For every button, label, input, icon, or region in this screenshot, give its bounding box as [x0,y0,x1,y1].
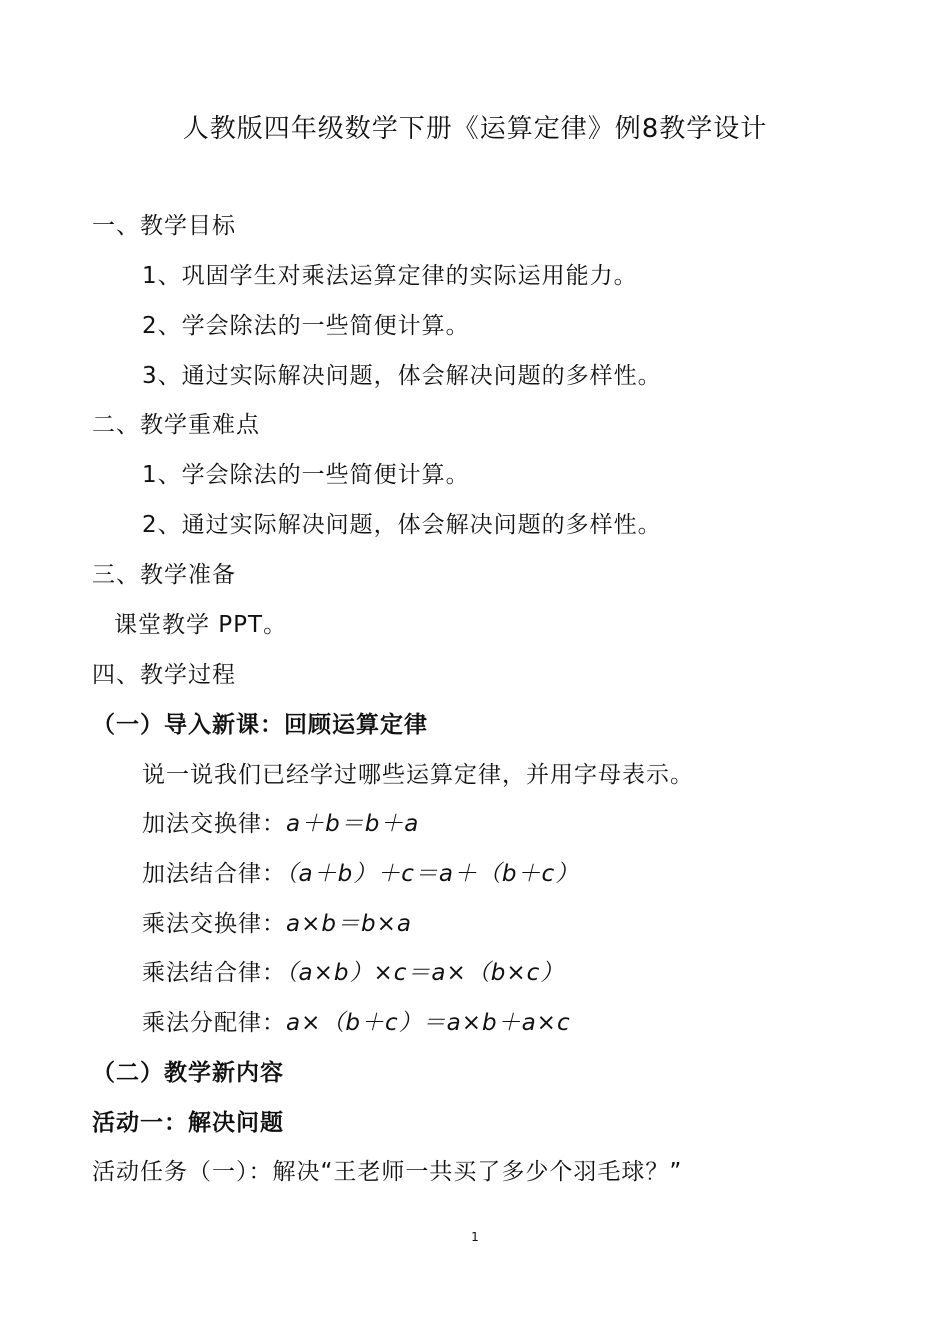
law-formula: （a×b）×c＝a×（b×c） [286,960,565,986]
law-additive-commutative [142,809,419,839]
key-point-item-2: 2、通过实际解决问题，体会解决问题的多样性。 [142,512,662,538]
law-formula: （a＋b）＋c＝a＋（b＋c） [286,861,580,887]
law-label: 乘法分配律： [142,1010,286,1036]
subsection-heading-intro: （一）导入新课：回顾运算定律 [92,712,428,738]
intro-prompt: 说一说我们已经学过哪些运算定律，并用字母表示。 [142,762,694,788]
subsection-heading-new-content: （二）教学新内容 [92,1060,284,1086]
section-heading-key-points: 二、教学重难点 [92,412,260,438]
law-formula: a×（b＋c）＝a×b＋a×c [286,1010,571,1036]
law-additive-associative [142,859,579,889]
law-formula: a×b＝b×a [286,911,412,937]
preparation-text: 课堂教学 PPT。 [114,612,288,638]
section-heading-process: 四、教学过程 [92,662,236,688]
law-label: 乘法交换律： [142,911,286,937]
law-multiplicative-commutative [142,909,412,939]
law-distributive [142,1008,571,1038]
law-label: 加法交换律： [142,811,286,837]
objective-item-3: 3、通过实际解决问题，体会解决问题的多样性。 [142,363,662,389]
key-point-item-1: 1、学会除法的一些简便计算。 [142,462,470,488]
activity-heading: 活动一：解决问题 [92,1110,284,1136]
objective-item-2: 2、学会除法的一些简便计算。 [142,313,470,339]
page-number: 1 [471,1230,479,1244]
section-heading-objectives: 一、教学目标 [92,213,236,239]
law-multiplicative-associative [142,958,564,988]
law-formula: a＋b＝b＋a [286,811,420,837]
document-title: 人教版四年级数学下册《运算定律》例8教学设计 [182,114,768,144]
section-heading-preparation: 三、教学准备 [92,562,236,588]
law-label: 加法结合律： [142,861,286,887]
activity-task: 活动任务（一）：解决“王老师一共买了多少个羽毛球？” [92,1159,683,1185]
law-label: 乘法结合律： [142,960,286,986]
objective-item-1: 1、巩固学生对乘法运算定律的实际运用能力。 [142,263,638,289]
